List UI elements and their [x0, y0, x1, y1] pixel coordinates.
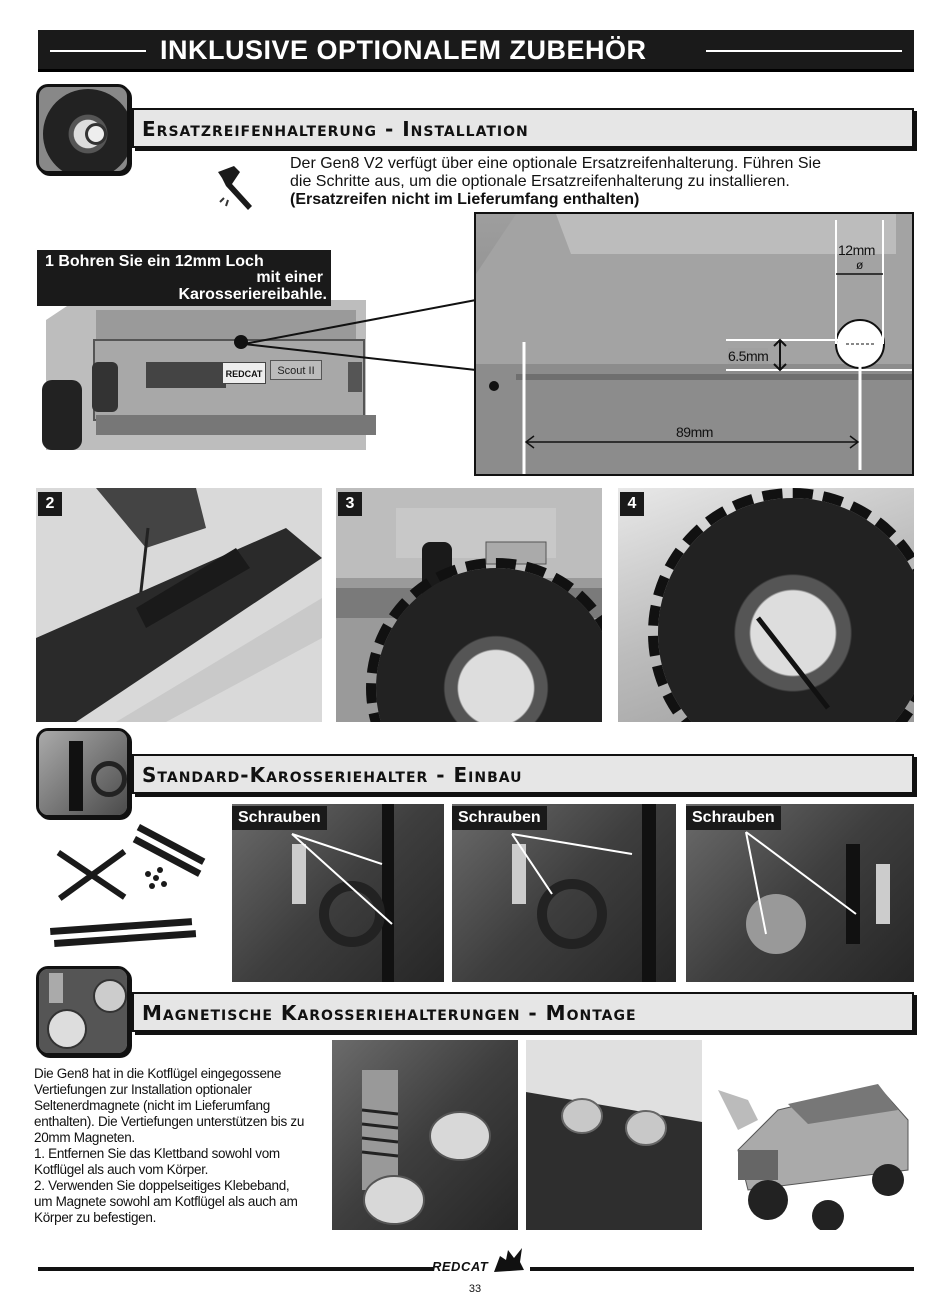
- intro-line-1: Der Gen8 V2 verfügt über eine optionale Ersatzreifenhalterung. Führen Sie: [290, 155, 821, 172]
- section1-header: [132, 108, 914, 148]
- plate-brand: REDCAT: [222, 362, 266, 384]
- banner-rule-right: [706, 50, 902, 52]
- section1-badge-image: [36, 84, 130, 174]
- step1-text-line1: 1 Bohren Sie ein 12mm Loch: [45, 253, 264, 270]
- instruction-line: 1. Entfernen Sie das Klettband sowohl vom: [34, 1146, 280, 1161]
- magnet-photo-body: [526, 1040, 702, 1230]
- top-banner: [38, 30, 914, 72]
- magnet-photo-truck: [708, 1040, 914, 1230]
- body-mount-photo-2: [452, 804, 676, 982]
- section1-title: Ersatzreifenhalterung - Installation: [142, 117, 529, 141]
- section3-header: [132, 992, 914, 1032]
- instruction-line: 20mm Magneten.: [34, 1130, 135, 1145]
- step2-drill-photo: [36, 488, 322, 722]
- intro-line-2: die Schritte aus, um die optionale Ersatzreifenhalterung zu installieren.: [290, 173, 790, 190]
- screws-label-1: Schrauben: [232, 806, 327, 830]
- body-mount-photo-3: [686, 804, 914, 982]
- dim-diameter-symbol: ø: [856, 258, 864, 272]
- section3-title: Magnetische Karosseriehalterungen - Montage: [142, 1001, 637, 1025]
- page-number: 33: [468, 1283, 482, 1295]
- plate-model: Scout II: [270, 360, 322, 380]
- banner-rule-left: [50, 50, 146, 52]
- bobcat-logo-icon: [492, 1244, 526, 1274]
- step4-tire-photo: [618, 488, 914, 722]
- footer-rule-left: [38, 1267, 434, 1271]
- instruction-line: Die Gen8 hat in die Kotflügel eingegossene: [34, 1066, 282, 1081]
- step4-number: 4: [620, 492, 644, 516]
- footer-rule-right: [530, 1267, 914, 1271]
- step1-text-line3: Karosseriereibahle.: [178, 286, 327, 303]
- footer-brand-logo: REDCAT: [432, 1259, 489, 1274]
- callout-lines: [240, 220, 480, 380]
- instruction-line: 2. Verwenden Sie doppelseitiges Klebeband,: [34, 1178, 290, 1193]
- screws-label-3: Schrauben: [686, 806, 781, 830]
- instruction-line: Seltenerdmagnete (nicht im Lieferumfang: [34, 1098, 270, 1113]
- dim-vertical-label: 6.5mm: [728, 348, 769, 364]
- body-mount-photo-1: [232, 804, 444, 982]
- section3-instructions: [34, 1066, 324, 1226]
- instruction-line: enthalten). Die Vertiefungen unterstützen bis zu: [34, 1114, 305, 1129]
- step1-text-line2: mit einer: [256, 269, 323, 286]
- dim-horizontal-label: 89mm: [676, 424, 713, 440]
- instruction-line: Vertiefungen zur Installation optionaler: [34, 1082, 252, 1097]
- bracket-part-icon: [212, 164, 262, 212]
- dim-hole-label: 12mm: [838, 242, 875, 258]
- instruction-line: Kotflügel als auch vom Körper.: [34, 1162, 209, 1177]
- step3-number: 3: [338, 492, 362, 516]
- screws-label-2: Schrauben: [452, 806, 547, 830]
- step1-detail-photo: [474, 212, 914, 476]
- banner-title: INKLUSIVE OPTIONALEM ZUBEHÖR: [160, 35, 647, 65]
- body-mount-parts-icon: [40, 806, 220, 956]
- step2-number: 2: [38, 492, 62, 516]
- section3-badge-image: [36, 966, 130, 1056]
- section1-intro: [290, 155, 910, 209]
- section2-header: [132, 754, 914, 794]
- magnet-photo-fender: [332, 1040, 518, 1230]
- step3-mount-photo: [336, 488, 602, 722]
- intro-note: (Ersatzreifen nicht im Lieferumfang enthalten): [290, 191, 640, 208]
- section2-badge-image: [36, 728, 130, 818]
- instruction-line: Körper zu befestigen.: [34, 1210, 157, 1225]
- section2-title: Standard-Karosseriehalter - Einbau: [142, 763, 523, 787]
- instruction-line: um Magnete sowohl am Kotflügel als auch am: [34, 1194, 298, 1209]
